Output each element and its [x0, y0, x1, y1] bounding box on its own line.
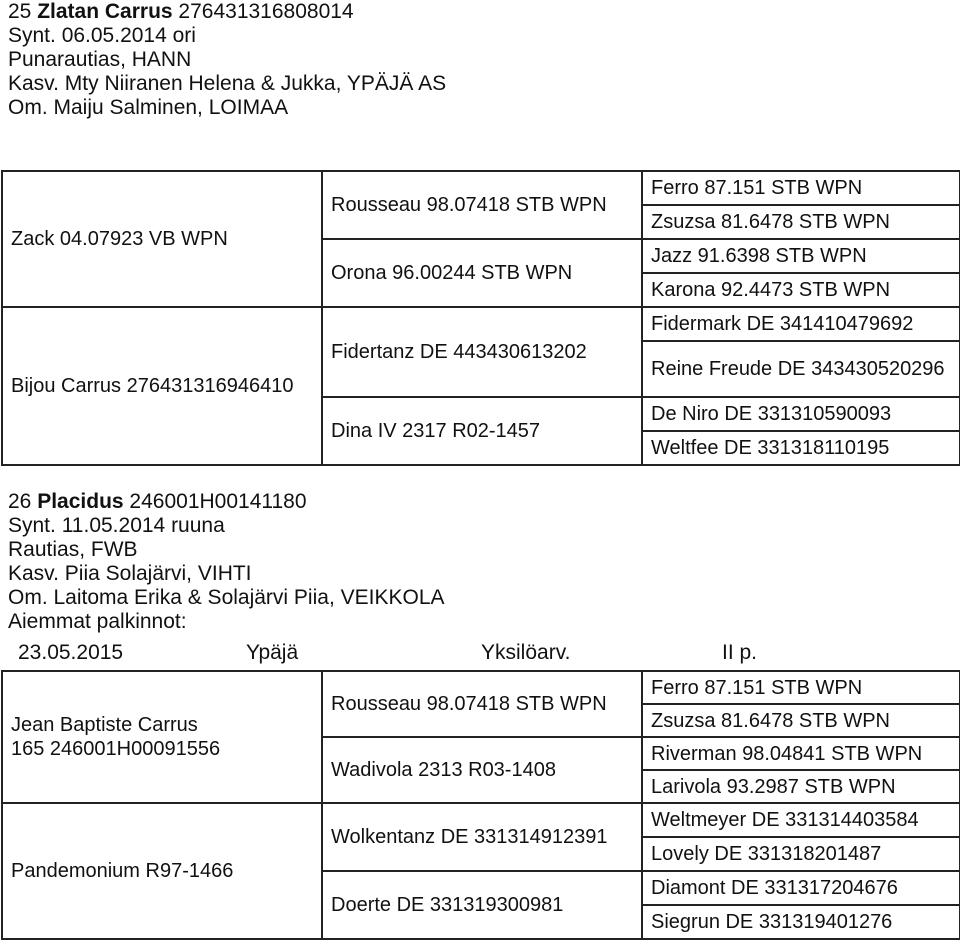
entry25-reg: 276431316808014 — [178, 0, 354, 23]
entry26-prev-label: Aiemmat palkinnot: — [8, 610, 187, 633]
prev-class: Yksilöarv. — [481, 641, 571, 664]
entry25-birth: Synt. 06.05.2014 ori — [8, 24, 196, 47]
ped25-sdd: Karona 92.4473 STB WPN — [642, 273, 960, 307]
entry25-color: Punarautias, HANN — [8, 48, 192, 71]
entry26-name: Placidus — [37, 490, 124, 513]
ped26-ssd: Zsuzsa 81.6478 STB WPN — [642, 704, 960, 737]
ped25-sd: Orona 96.00244 STB WPN — [322, 239, 642, 307]
ped26-sire — [2, 671, 322, 803]
entry25-pedigree-table — [1, 170, 960, 466]
entry26-reg: 246001H00141180 — [129, 490, 307, 513]
entry25-title — [8, 0, 354, 24]
ped26-sds: Riverman 98.04841 STB WPN — [642, 737, 960, 770]
ped25-sire: Zack 04.07923 VB WPN — [2, 171, 322, 307]
ped26-ds: Wolkentanz DE 331314912391 — [322, 803, 642, 871]
ped26-dd: Doerte DE 331319300981 — [322, 871, 642, 939]
ped26-sire-name: Jean Baptiste Carrus — [11, 714, 198, 736]
ped25-sds: Jazz 91.6398 STB WPN — [642, 239, 960, 273]
entry26-breeder: Kasv. Piia Solajärvi, VIHTI — [8, 562, 252, 585]
entry26-birth: Synt. 11.05.2014 ruuna — [8, 514, 225, 537]
prev-date: 23.05.2015 — [18, 641, 124, 664]
ped25-dds: De Niro DE 331310590093 — [642, 397, 960, 431]
ped25-ddd: Weltfee DE 331318110195 — [642, 431, 960, 465]
ped25-dss: Fidermark DE 341410479692 — [642, 307, 960, 341]
ped25-ssd: Zsuzsa 81.6478 STB WPN — [642, 205, 960, 239]
ped25-sss: Ferro 87.151 STB WPN — [642, 171, 960, 205]
ped26-dsd: Lovely DE 331318201487 — [642, 837, 960, 871]
entry25-number: 25 — [8, 0, 32, 23]
ped25-dam: Bijou Carrus 276431316946410 — [2, 307, 322, 465]
entry25-name: Zlatan Carrus — [37, 0, 173, 23]
ped26-dam: Pandemonium R97-1466 — [2, 803, 322, 939]
ped26-ddd: Siegrun DE 331319401276 — [642, 905, 960, 939]
ped25-ds: Fidertanz DE 443430613202 — [322, 307, 642, 397]
entry25-owner: Om. Maiju Salminen, LOIMAA — [8, 96, 289, 119]
ped26-sdd: Larivola 93.2987 STB WPN — [642, 770, 960, 803]
prev-place: Ypäjä — [246, 641, 299, 664]
ped26-sire-reg: 165 246001H00091556 — [11, 738, 221, 760]
ped26-ss: Rousseau 98.07418 STB WPN — [322, 671, 642, 737]
ped25-ss: Rousseau 98.07418 STB WPN — [322, 171, 642, 239]
ped25-dd: Dina IV 2317 R02-1457 — [322, 397, 642, 465]
entry26-owner: Om. Laitoma Erika & Solajärvi Piia, VEIKKOLA — [8, 586, 445, 609]
entry26-color: Rautias, FWB — [8, 538, 138, 561]
ped25-dsd: Reine Freude DE 343430520296 — [642, 341, 960, 397]
ped26-sss: Ferro 87.151 STB WPN — [642, 671, 960, 704]
entry26-title — [8, 490, 307, 514]
entry25-breeder: Kasv. Mty Niiranen Helena & Jukka, YPÄJÄ AS — [8, 72, 447, 95]
entry26-number: 26 — [8, 490, 32, 513]
ped26-sd: Wadivola 2313 R03-1408 — [322, 737, 642, 803]
prev-prize: II p. — [722, 641, 758, 664]
entry26-pedigree-table — [1, 670, 960, 940]
ped26-dds: Diamont DE 331317204676 — [642, 871, 960, 905]
ped26-dss: Weltmeyer DE 331314403584 — [642, 803, 960, 837]
